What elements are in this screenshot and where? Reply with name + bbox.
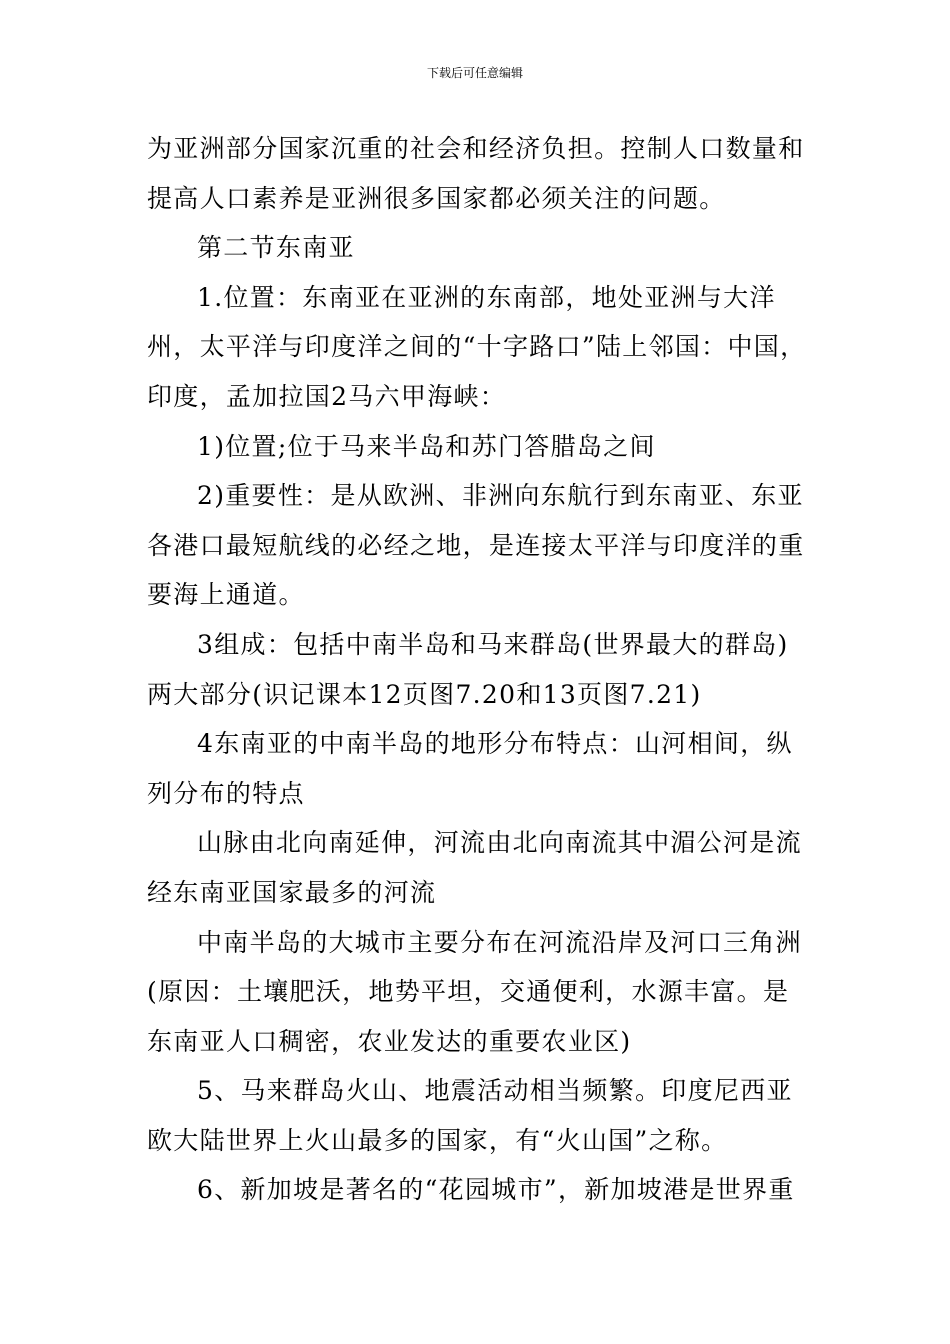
paragraph-singapore: 6、新加坡是著名的“花园城市”，新加坡港是世界重 [197, 1175, 795, 1205]
paragraph-mountains-rivers: 山脉由北向南延伸，河流由北向南流其中湄公河是流经东南亚国家最多的河流 [147, 828, 802, 907]
document-body [147, 124, 807, 1215]
section-heading-southeast-asia: 第二节东南亚 [197, 233, 355, 263]
paragraph-cities: 中南半岛的大城市主要分布在河流沿岸及河口三角洲(原因：土壤肥沃，地势平坦，交通便利，水源丰富。是东南亚人口稠密，农业发达的重要农业区) [147, 927, 802, 1056]
paragraph-volcanoes: 5、马来群岛火山、地震活动相当频繁。印度尼西亚欧大陆世界上火山最多的国家，有“火山国”之称。 [147, 1076, 793, 1155]
paragraph-composition: 3组成：包括中南半岛和马来群岛(世界最大的群岛)两大部分(识记课本12页图7.20和13页图7.21) [147, 629, 789, 709]
page-header-note: 下载后可任意编辑 [426, 66, 523, 80]
paragraph-strait-position: 1)位置;位于马来半岛和苏门答腊岛之间 [197, 431, 656, 461]
paragraph-strait-importance: 2)重要性：是从欧洲、非洲向东航行到东南亚、东亚各港口最短航线的必经之地，是连接太平洋与印度洋的重要海上通道。 [147, 481, 805, 610]
paragraph-terrain: 4东南亚的中南半岛的地形分布特点：山河相间，纵列分布的特点 [147, 729, 793, 808]
paragraph-population-burden: 为亚洲部分国家沉重的社会和经济负担。控制人口数量和提高人口素养是亚洲很多国家都必须关注的问题。 [147, 134, 805, 213]
paragraph-location: 1.位置：东南亚在亚洲的东南部，地处亚洲与大洋州，太平洋与印度洋之间的“十字路口”陆上邻国：中国，印度，孟加拉国2马六甲海峡： [147, 282, 807, 411]
